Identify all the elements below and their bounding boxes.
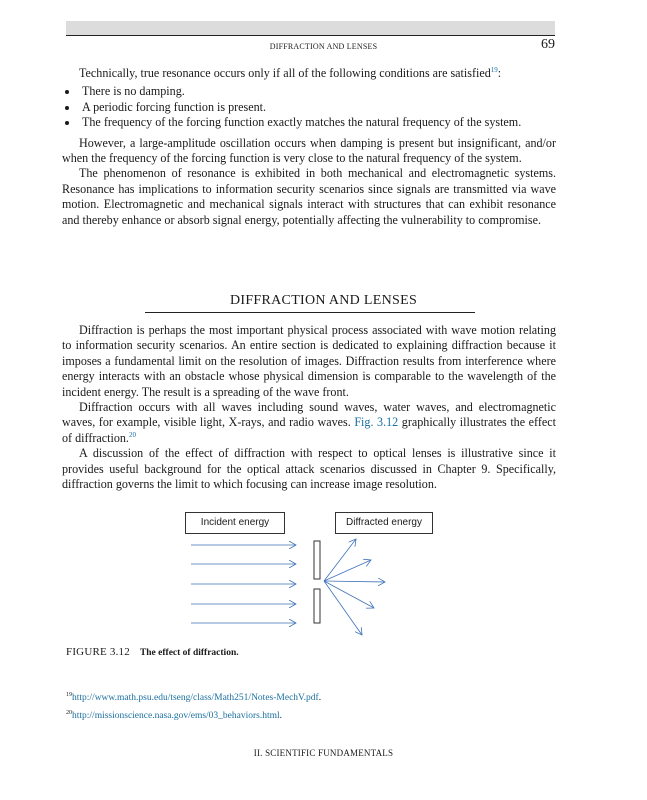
page-number: 69 xyxy=(541,37,555,52)
running-head: DIFFRACTION AND LENSES xyxy=(269,42,378,51)
intro-block xyxy=(62,66,556,228)
header-bar xyxy=(66,21,555,35)
incident-energy-label: Incident energy xyxy=(185,512,285,534)
section-paragraph: Diffraction is perhaps the most important physical process associated with wave motion relating to information security scenarios. An entire section is dedicated to explaining diffraction because it imposes a fundamental limit on the resolution of images. Diffraction results from interference where energy interacts with an obstacle whose physical dimension is comparable to the wavelength of the incident energy. The result is a spreading of the wave front. xyxy=(62,323,556,399)
section-paragraph: Diffraction occurs with all waves including sound waves, water waves, and electromagnetic waves, for example, visible light, X-rays, and radio waves. Fig. 3.12 graphically illustrates the effect of diffraction.$^{20}$ xyxy=(62,400,556,445)
page-footer: II. SCIENTIFIC FUNDAMENTALS xyxy=(253,748,394,758)
diffracted-energy-label: Diffracted energy xyxy=(335,512,433,534)
section-block xyxy=(62,323,556,492)
diffracted-arrow xyxy=(324,581,374,608)
barrier-lower xyxy=(314,589,320,623)
section-rule xyxy=(145,312,475,313)
diffracted-arrow xyxy=(324,539,356,581)
barrier-upper xyxy=(314,541,320,579)
figure-number: FIGURE 3.12 xyxy=(66,646,130,658)
figure-caption xyxy=(66,646,239,658)
list-item: • There is no damping. xyxy=(79,84,556,99)
footnote: $^{19}$http://www.math.psu.edu/tseng/class/Math251/Notes-MechV.pdf. xyxy=(66,692,322,703)
figure-link[interactable]: Fig. 3.12 xyxy=(354,415,399,430)
figure-caption-text: The effect of diffraction. xyxy=(139,648,239,658)
intro-lead: Technically, true resonance occurs only if all of the following conditions are satisfied$^{19}$: xyxy=(79,66,502,80)
footnotes xyxy=(66,689,321,725)
footnote-link[interactable]: http://www.math.psu.edu/tseng/class/Math251/Notes-MechV.pdf xyxy=(72,693,319,703)
diffracted-arrow xyxy=(324,560,371,581)
footnote-link[interactable]: http://missionscience.nasa.gov/ems/03_behaviors.html xyxy=(72,711,280,721)
diffraction-diagram xyxy=(0,500,647,640)
diffracted-arrow xyxy=(324,581,362,635)
footnote-ref-20[interactable]: 20 xyxy=(128,430,136,439)
intro-paragraph: The phenomenon of resonance is exhibited in both mechanical and electromagnetic systems. Resonance has implications to information security scenarios since signals are transmitted via wave motion. Electromagnetic and mechanical signals interact with structures that can exhibit resonance and thereby enhance or absorb signal energy, potentially affecting the vulnerability to compromise. xyxy=(62,166,556,227)
list-item: • The frequency of the forcing function exactly matches the natural frequency of the system. xyxy=(79,115,556,130)
section-title: DIFFRACTION AND LENSES xyxy=(229,293,418,308)
header-rule xyxy=(66,35,555,36)
diffraction-figure xyxy=(0,500,647,640)
list-item: • A periodic forcing function is present. xyxy=(79,100,556,115)
diffracted-arrow xyxy=(324,581,385,582)
intro-paragraph: However, a large-amplitude oscillation occurs when damping is present but insignificant, and/or when the frequency of the forcing function is very close to the natural frequency of the system. xyxy=(62,135,556,166)
footnote-ref-19[interactable]: 19 xyxy=(490,66,498,74)
footnote: $^{20}$http://missionscience.nasa.gov/ems/03_behaviors.html. xyxy=(66,710,283,721)
conditions-list xyxy=(62,84,556,130)
section-paragraph: A discussion of the effect of diffraction with respect to optical lenses is illustrative since it provides useful background for the optical attack scenarios discussed in Chapter 9. Specifically, diffraction governs the limit to which focusing can increase image resolution. xyxy=(62,446,556,492)
